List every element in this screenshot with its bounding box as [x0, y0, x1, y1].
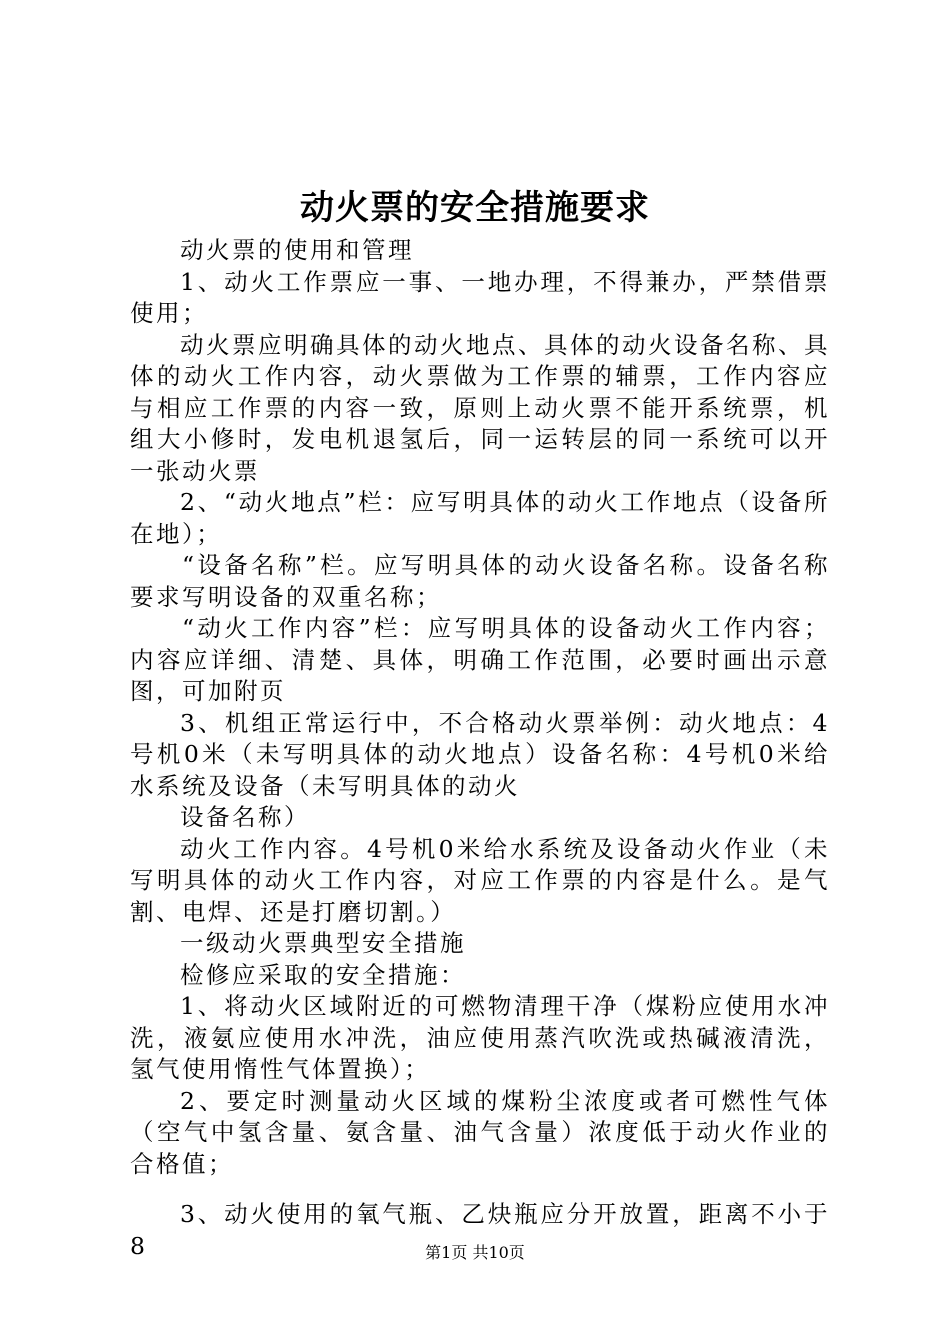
- document-body: [130, 235, 830, 1262]
- paragraph-heading-usage: 动火票的使用和管理: [180, 236, 414, 264]
- paragraph-rule-2-content: “动火工作内容”栏：应写明具体的设备动火工作内容；内容应详细、清楚、具体，明确工作范围，必要时画出示意图，可加附页: [130, 614, 830, 705]
- document-title: 动火票的安全措施要求: [300, 188, 650, 228]
- paragraph-measure-3: 3、动火使用的氧气瓶、乙炔瓶应分开放置，距离不小于8: [130, 1200, 830, 1260]
- paragraph-rule-1-detail: 动火票应明确具体的动火地点、具体的动火设备名称、具体的动火工作内容，动火票做为工作票的辅票，工作内容应与相应工作票的内容一致，原则上动火票不能开系统票，机组大小修时，发电机退氢后，同一运转层的同一系统可以开一张动火票: [130, 330, 830, 485]
- paragraph-rule-3-equipment-name: 设备名称）: [180, 803, 310, 831]
- paragraph-heading-maintenance: 检修应采取的安全措施：: [180, 960, 466, 989]
- paragraph-measure-1: 1、将动火区域附近的可燃物清理干净（煤粉应使用水冲洗，液氨应使用水冲洗，油应使用蒸汽吹洗或热碱液清洗，氢气使用惰性气体置换）；: [130, 992, 830, 1083]
- page-number: 第1页 共10页: [425, 1243, 525, 1262]
- paragraph-rule-2-location: 2、“动火地点”栏：应写明具体的动火工作地点（设备所在地）；: [130, 488, 830, 548]
- paragraph-rule-1: 1、动火工作票应一事、一地办理，不得兼办，严禁借票使用；: [130, 267, 830, 327]
- paragraph-measure-2: 2、要定时测量动火区域的煤粉尘浓度或者可燃性气体（空气中氢含量、氨含量、油气含量）浓度低于动火作业的合格值；: [130, 1086, 830, 1178]
- paragraph-rule-3-example: 3、机组正常运行中，不合格动火票举例：动火地点：4号机0米（未写明具体的动火地点）设备名称：4号机0米给水系统及设备（未写明具体的动火: [130, 708, 830, 800]
- paragraph-heading-level1: 一级动火票典型安全措施: [180, 929, 466, 957]
- paragraph-rule-3-work-content: 动火工作内容。4号机0米给水系统及设备动火作业（未写明具体的动火工作内容，对应工作票的内容是什么。是气割、电焊、还是打磨切割。）: [130, 834, 830, 926]
- paragraph-rule-2-equipment: “设备名称”栏。应写明具体的动火设备名称。设备名称要求写明设备的双重名称；: [130, 551, 830, 611]
